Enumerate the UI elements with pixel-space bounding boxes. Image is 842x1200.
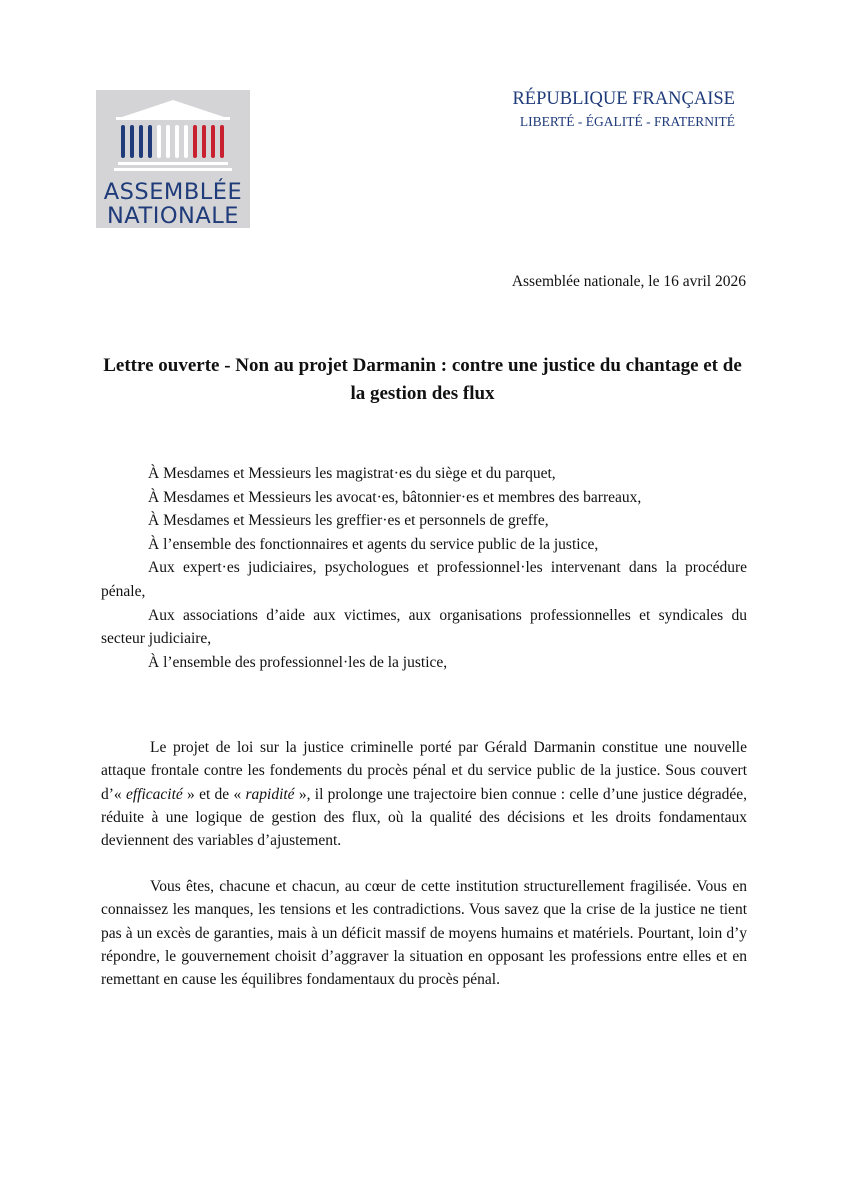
addressee-list bbox=[101, 462, 747, 674]
addressee-item: Aux associations d’aide aux victimes, aux organisations professionnelles et syndicales du secteur judiciaire, bbox=[101, 606, 747, 648]
emphasis-efficacite: efficacité bbox=[125, 785, 183, 803]
addressee-item: À l’ensemble des professionnel·les de la justice, bbox=[148, 653, 448, 671]
body-paragraph-2: Vous êtes, chacune et chacun, au cœur de cette institution structurellement fragilisée. Vous en connaissez les manques, les tensions et les contradictions. Vous savez que la crise de la justice ne tient pas à un excès de garanties, mais à un déficit massif de moyens humains et matériels. Pourtant, loin d’y répondre, le gouvernement choisit d’aggraver la situation en opposant les professions entre elles et en remettant en cause les équilibres fondamentaux du procès pénal. bbox=[101, 878, 747, 989]
logo-line-2: NATIONALE bbox=[106, 203, 240, 229]
addressee-item: À Mesdames et Messieurs les magistrat·es du siège et du parquet, bbox=[148, 465, 556, 482]
republic-motto: LIBERTÉ - ÉGALITÉ - FRATERNITÉ bbox=[519, 114, 735, 129]
addressee-item: Aux expert·es judiciaires, psychologues et professionnel·les intervenant dans la procédure pénale, bbox=[101, 559, 747, 600]
addressee-item: À Mesdames et Messieurs les greffier·es et personnels de greffe, bbox=[148, 512, 549, 530]
emphasis-rapidite: rapidité bbox=[245, 785, 295, 803]
hemicycle-icon bbox=[96, 90, 250, 180]
addressee-item: À l’ensemble des fonctionnaires et agents du service public de la justice, bbox=[148, 535, 599, 553]
logo-line-1: ASSEMBLÉE bbox=[103, 179, 243, 205]
assemblee-nationale-logo bbox=[96, 90, 250, 228]
paragraph-1-text-b: » et de « bbox=[182, 785, 246, 803]
date-line: Assemblée nationale, le 16 avril 2026 bbox=[511, 273, 746, 290]
addressee-item: À Mesdames et Messieurs les avocat·es, bâtonnier·es et membres des barreaux, bbox=[148, 488, 642, 506]
paragraph-1-text-c: », il prolonge une trajectoire bien connue : celle d’une justice dégradée, réduite à une logique de gestion des flux, où la qualité des décisions et les droits fondamentaux deviennent des variables d’ajustement. bbox=[101, 785, 748, 850]
paragraph-1-text-a: Le projet de loi sur la justice criminelle porté par Gérald Darmanin constitue une nouvelle attaque frontale contre les fondements du procès pénal et du service public de la justice. Sous couvert d’« bbox=[101, 739, 747, 803]
letter-title: Lettre ouverte - Non au projet Darmanin : contre une justice du chantage et de la gestion des flux bbox=[103, 355, 742, 404]
body-paragraph-1 bbox=[101, 736, 747, 852]
republic-header bbox=[470, 88, 735, 131]
republic-title: RÉPUBLIQUE FRANÇAISE bbox=[512, 89, 735, 109]
